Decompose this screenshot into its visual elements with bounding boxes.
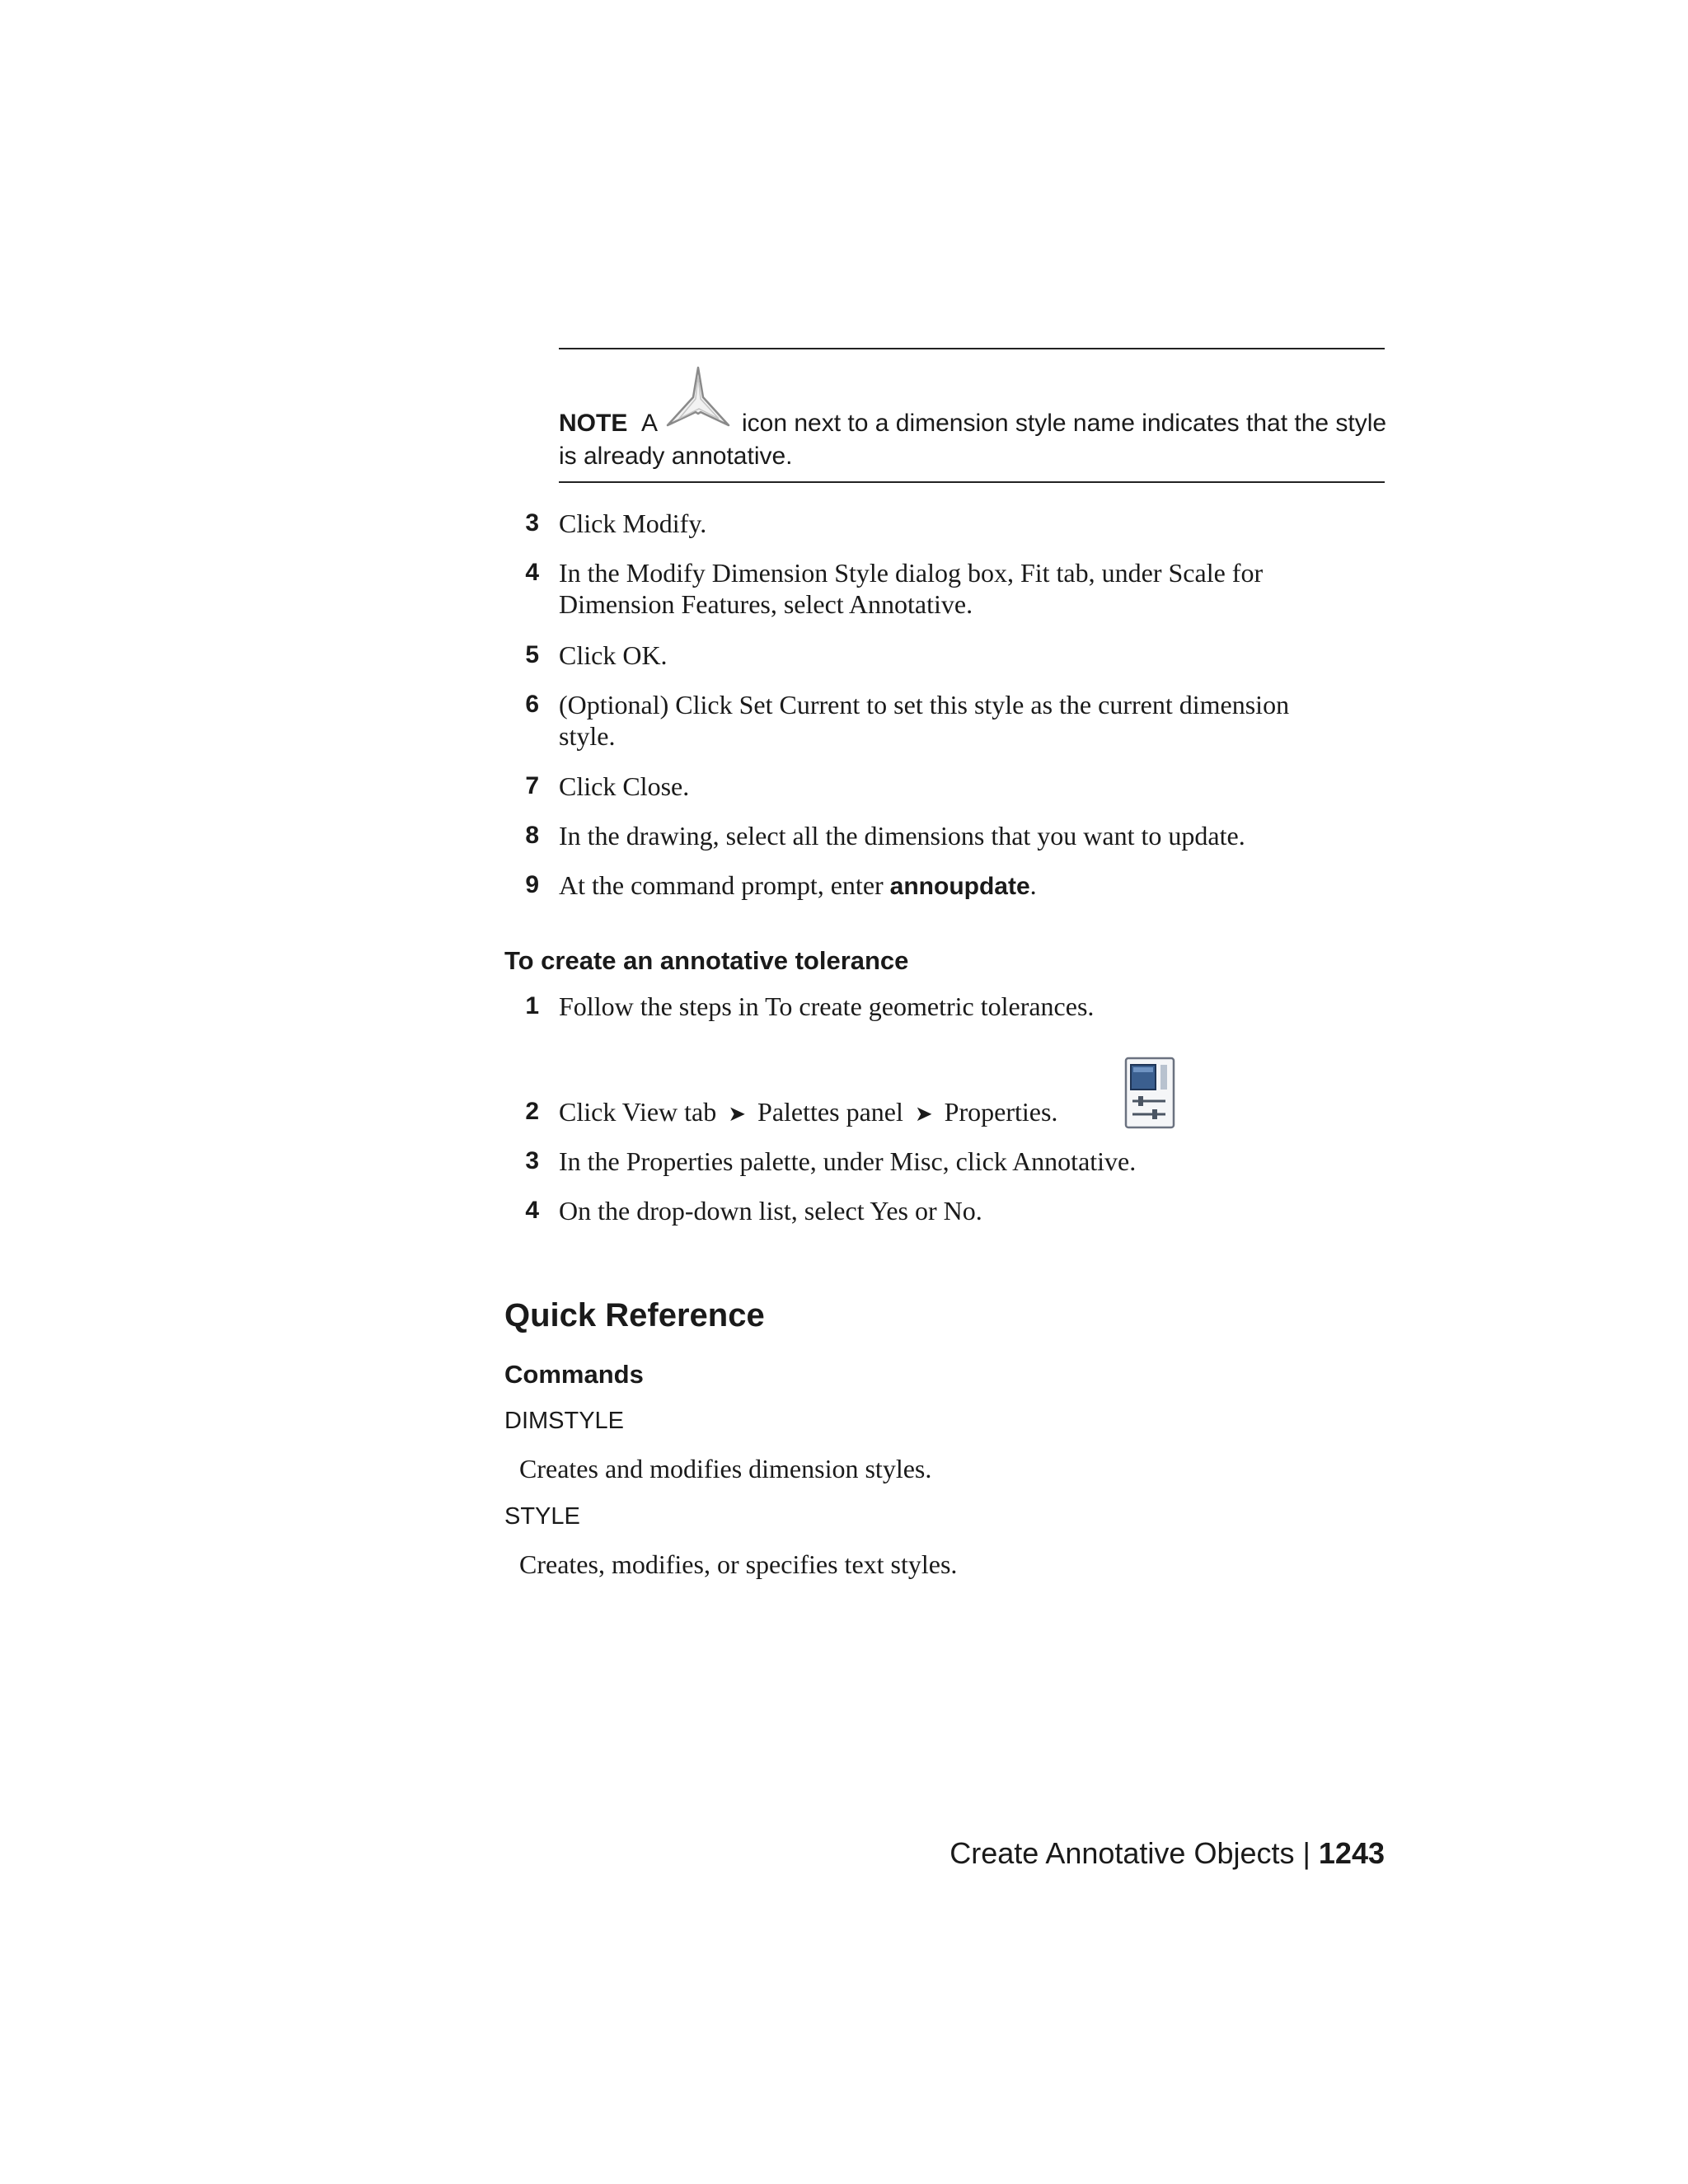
arrow-icon: ➤ bbox=[914, 1102, 933, 1126]
note-line-2: is already annotative. bbox=[559, 443, 793, 470]
page-footer bbox=[950, 1836, 1385, 1871]
command-description: Creates and modifies dimension styles. bbox=[519, 1454, 932, 1483]
commands-heading: Commands bbox=[504, 1360, 644, 1389]
footer-separator: | bbox=[1302, 1836, 1311, 1870]
tolerance-heading: To create an annotative tolerance bbox=[504, 946, 909, 975]
annotative-icon bbox=[664, 364, 732, 435]
note-text: icon next to a dimension style name indicates that the style bbox=[742, 410, 1387, 437]
note-article: A bbox=[641, 410, 659, 437]
note-label: NOTE bbox=[559, 410, 628, 437]
page-number: 1243 bbox=[1318, 1836, 1385, 1870]
command-name: DIMSTYLE bbox=[504, 1408, 625, 1434]
arrow-icon: ➤ bbox=[728, 1102, 747, 1126]
command-annoupdate: annoupdate bbox=[889, 873, 1030, 900]
footer-title: Create Annotative Objects bbox=[950, 1836, 1295, 1870]
section-title: Quick Reference bbox=[504, 1297, 765, 1333]
properties-palette-icon bbox=[1124, 1057, 1175, 1129]
note-box bbox=[559, 348, 1385, 483]
command-description: Creates, modifies, or specifies text styles. bbox=[519, 1549, 958, 1579]
command-name: STYLE bbox=[504, 1503, 580, 1530]
